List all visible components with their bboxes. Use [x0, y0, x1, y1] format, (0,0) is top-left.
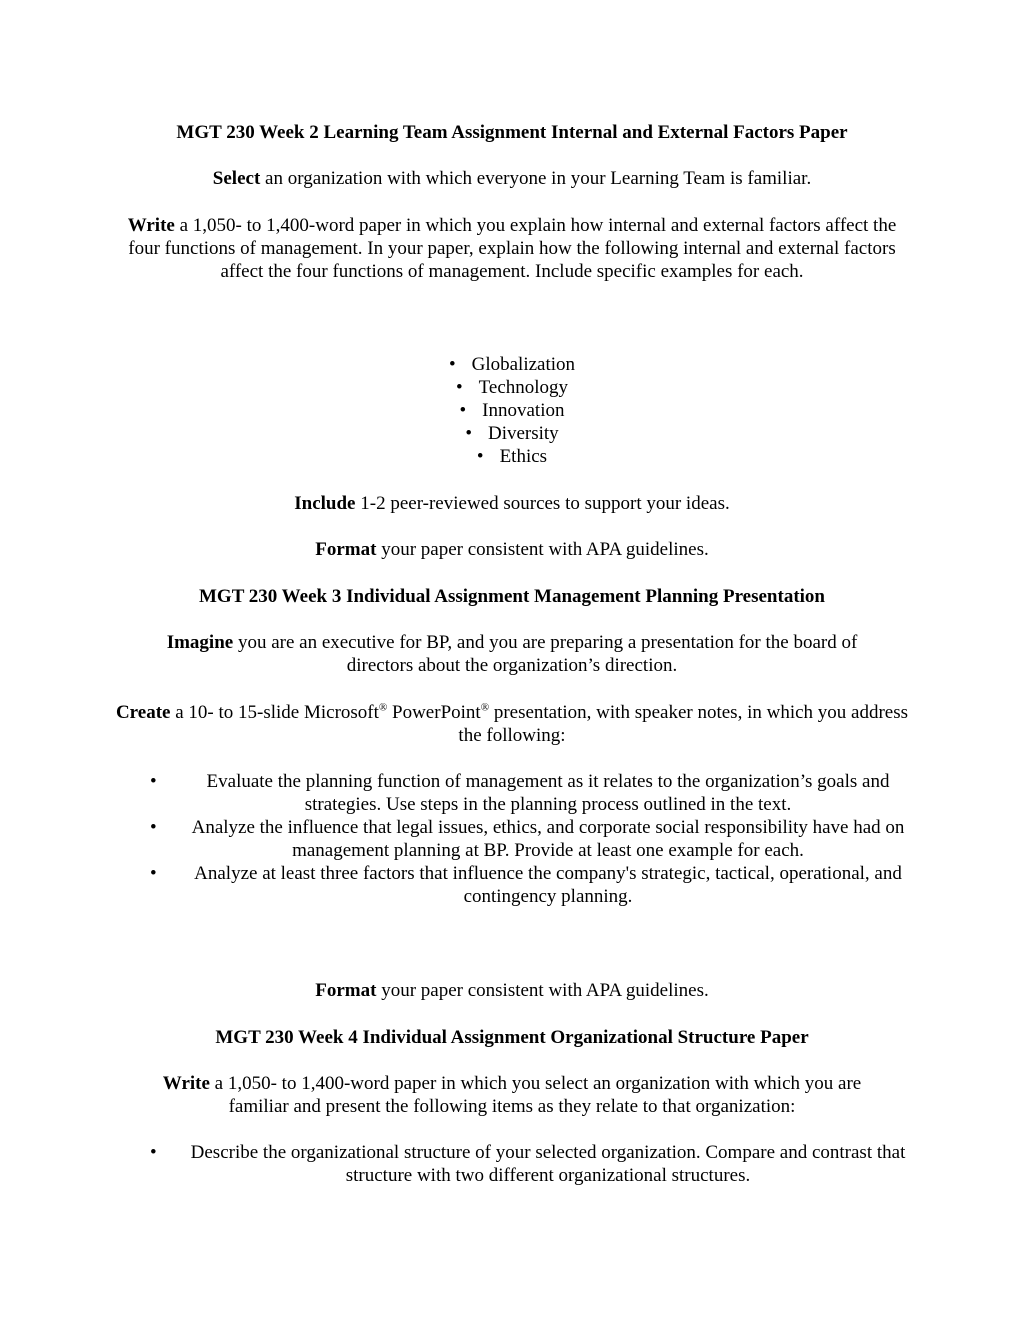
week2-format-paragraph [112, 538, 912, 561]
list-item [140, 770, 920, 816]
week2-write-paragraph [112, 214, 912, 283]
registered-mark: ® [378, 701, 388, 714]
week3-create-text-1: a 10- to 15-slide Microsoft [170, 702, 379, 723]
week2-write-text: a 1,050- to 1,400-word paper in which you explain how internal and external factors affect the four functions of management. In your paper, explain how the following internal and external factors affect the four functions of management. Include specific examples for each. [128, 215, 897, 282]
week2-select-paragraph [112, 167, 912, 190]
factor-label: Globalization [471, 354, 576, 375]
bullet-icon: • [150, 1142, 157, 1163]
week2-write-keyword: Write [127, 215, 175, 236]
week2-select-keyword: Select [212, 168, 261, 189]
week3-format-paragraph [112, 979, 912, 1002]
factor-item [0, 422, 1024, 445]
factor-label: Diversity [487, 423, 559, 444]
week2-format-keyword: Format [315, 539, 377, 560]
factor-item [0, 445, 1024, 468]
week2-include-paragraph [112, 492, 912, 515]
bullet-icon: • [150, 817, 157, 838]
week3-title: MGT 230 Week 3 Individual Assignment Management Planning Presentation [198, 586, 826, 607]
bullet-icon: • [448, 354, 456, 375]
week3-create-keyword: Create [115, 702, 171, 723]
week4-title: MGT 230 Week 4 Individual Assignment Organizational Structure Paper [215, 1027, 809, 1048]
week4-items-list [140, 1141, 920, 1187]
week2-format-text: your paper consistent with APA guidelines. [376, 539, 709, 560]
week2-title: MGT 230 Week 2 Learning Team Assignment Internal and External Factors Paper [176, 122, 848, 143]
list-item-text: Analyze at least three factors that influence the company's strategic, tactical, operational, and contingency planning. [194, 863, 902, 907]
factor-label: Innovation [482, 400, 565, 421]
week2-factors-list [0, 353, 1024, 468]
factor-label: Ethics [499, 446, 548, 467]
bullet-icon: • [150, 771, 157, 792]
bullet-icon: • [455, 377, 463, 398]
week3-imagine-paragraph [132, 631, 892, 677]
week2-include-keyword: Include [294, 493, 356, 514]
week3-items-list [140, 770, 920, 908]
week2-select-text: an organization with which everyone in your Learning Team is familiar. [260, 168, 812, 189]
week4-write-keyword: Write [162, 1073, 210, 1094]
list-item-text: Analyze the influence that legal issues, ethics, and corporate social responsibility have had on management planning at BP. Provide at least one example for each. [191, 817, 905, 861]
week3-create-text-2: PowerPoint [387, 702, 481, 723]
bullet-icon: • [459, 400, 467, 421]
bullet-icon: • [465, 423, 472, 444]
week4-write-paragraph [132, 1072, 892, 1118]
registered-mark: ® [480, 701, 490, 714]
week2-include-text: 1-2 peer-reviewed sources to support your ideas. [355, 493, 730, 514]
week3-create-paragraph [112, 701, 912, 747]
factor-item [0, 353, 1024, 376]
week3-format-keyword: Format [315, 980, 377, 1001]
factor-item [0, 376, 1024, 399]
list-item [140, 862, 920, 908]
factor-item [0, 399, 1024, 422]
bullet-icon: • [476, 446, 484, 467]
week3-imagine-text: you are an executive for BP, and you are preparing a presentation for the board of directors about the organization’s direction. [233, 632, 858, 676]
factor-label: Technology [478, 377, 569, 398]
week3-format-text: your paper consistent with APA guidelines. [376, 980, 709, 1001]
list-item-text: Evaluate the planning function of management as it relates to the organization’s goals and strategies. Use steps in the planning process outlined in the text. [206, 771, 890, 815]
list-item [140, 816, 920, 862]
week3-imagine-keyword: Imagine [166, 632, 234, 653]
list-item [140, 1141, 920, 1187]
list-item-text: Describe the organizational structure of your selected organization. Compare and contrast that structure with two different organizational structures. [190, 1142, 906, 1186]
bullet-icon: • [150, 863, 157, 884]
week4-write-text: a 1,050- to 1,400-word paper in which you select an organization with which you are familiar and present the following items as they relate to that organization: [209, 1073, 862, 1117]
week3-create-text-3: presentation, with speaker notes, in which you address the following: [458, 702, 909, 746]
